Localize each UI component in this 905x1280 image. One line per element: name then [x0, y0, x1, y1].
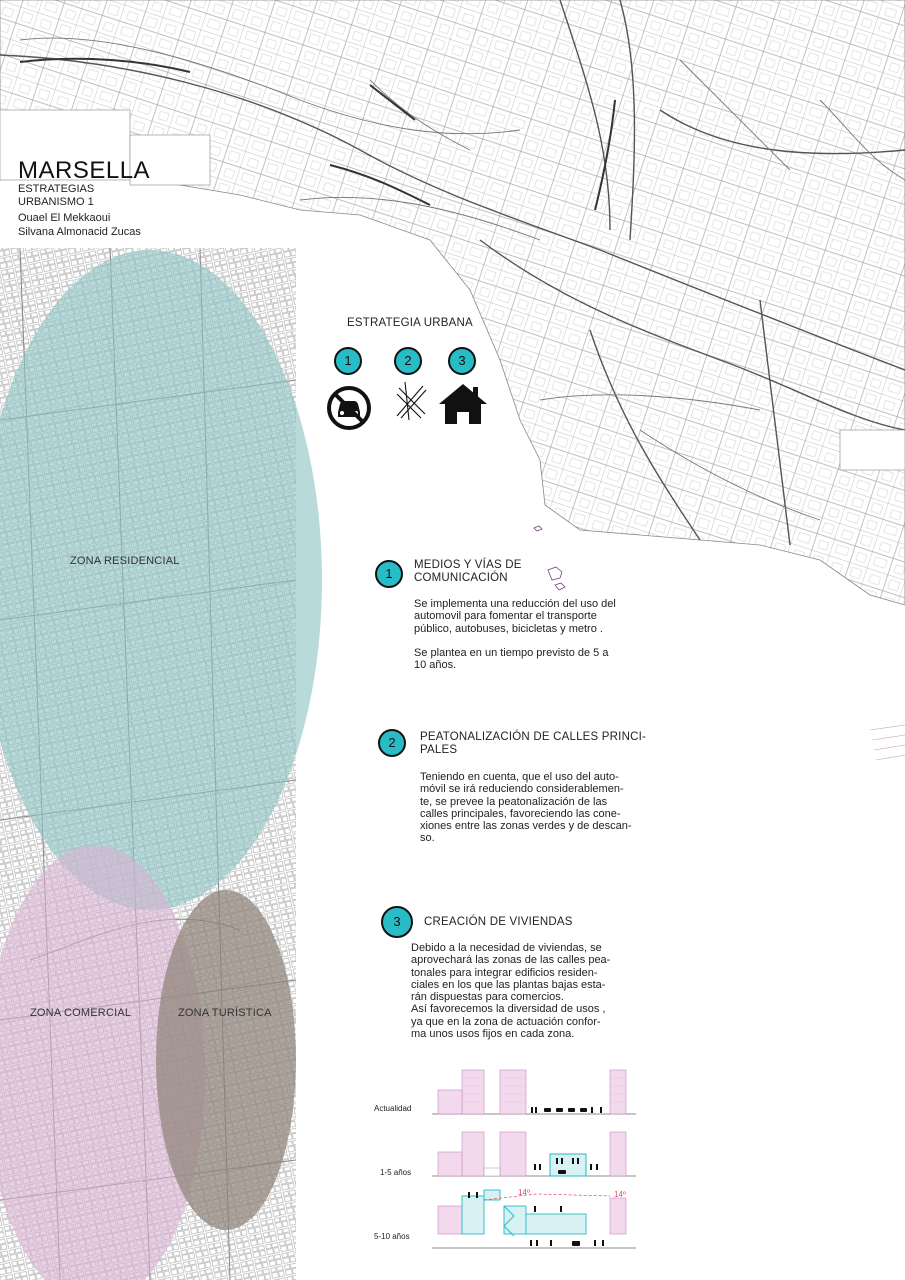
section-2-title-line1: PEATONALIZACIÓN DE CALLES PRINCI-	[420, 731, 647, 743]
author-1: Ouael El Mekkaoui	[18, 212, 111, 224]
author-2: Silvana Almonacid Zucas	[18, 226, 141, 238]
strategy-heading: ESTRATEGIA URBANA	[347, 317, 473, 329]
stage-label-5-10: 5-10 años	[374, 1232, 410, 1241]
section-2-body: Teniendo en cuenta, que el uso del auto- móvil se irá reduciendo considerablemen- te, se prevee la peatonalización de las calles principales, favoreciendo las cone- xiones entre las zonas verdes y de descan- so.	[420, 771, 632, 845]
section-2-title-line2: PALES	[420, 744, 458, 756]
zona-residencial-label: ZONA RESIDENCIAL	[70, 555, 180, 567]
strategy-number-3: 3	[448, 347, 476, 375]
no-car-icon	[326, 385, 372, 431]
section-1-title-line1: MEDIOS Y VÍAS DE	[414, 559, 522, 571]
section-3-number: 3	[381, 906, 413, 938]
angle-label-right: 14º	[614, 1190, 626, 1199]
section-1-body: Se implementa una reducción del uso del automovil para fomentar el transporte público, autobuses, bicicletas y metro . Se plantea en un tiempo previsto de 5 a 10 años.	[414, 598, 616, 672]
angle-label-left: 14º	[518, 1188, 530, 1197]
crossed-roads-icon	[393, 380, 429, 422]
strategy-number-2: 2	[394, 347, 422, 375]
zona-turistica-area	[156, 890, 296, 1230]
section-diagram-1-5	[430, 1128, 640, 1178]
page-title: MARSELLA	[18, 157, 151, 184]
zona-turistica-label: ZONA TURÍSTICA	[178, 1007, 272, 1019]
section-1-title-line2: COMUNICACIÓN	[414, 572, 508, 584]
zona-comercial-label: ZONA COMERCIAL	[30, 1007, 132, 1019]
stage-label-1-5: 1-5 años	[380, 1168, 412, 1177]
section-1-number: 1	[375, 560, 403, 588]
section-3-title: CREACIÓN DE VIVIENDAS	[424, 916, 573, 928]
section-diagram-actualidad	[430, 1066, 640, 1116]
strategy-number-1: 1	[334, 347, 362, 375]
page-subtitle: ESTRATEGIAS	[18, 183, 95, 195]
stage-label-actualidad: Actualidad	[374, 1104, 412, 1113]
section-diagram-5-10	[430, 1186, 640, 1252]
course-name: URBANISMO 1	[18, 196, 94, 208]
section-3-body: Debido a la necesidad de viviendas, se aprovechará las zonas de las calles pea- tonales para integrar edificios residen- ciales en los que las plantas bajas esta- rán dispuestas para comercios. Así favorecemos la diversidad de usos , ya que en la zona de actuación confor- ma unos usos fijos en cada zona.	[411, 942, 611, 1041]
section-2-number: 2	[378, 729, 406, 757]
house-icon	[437, 382, 489, 426]
